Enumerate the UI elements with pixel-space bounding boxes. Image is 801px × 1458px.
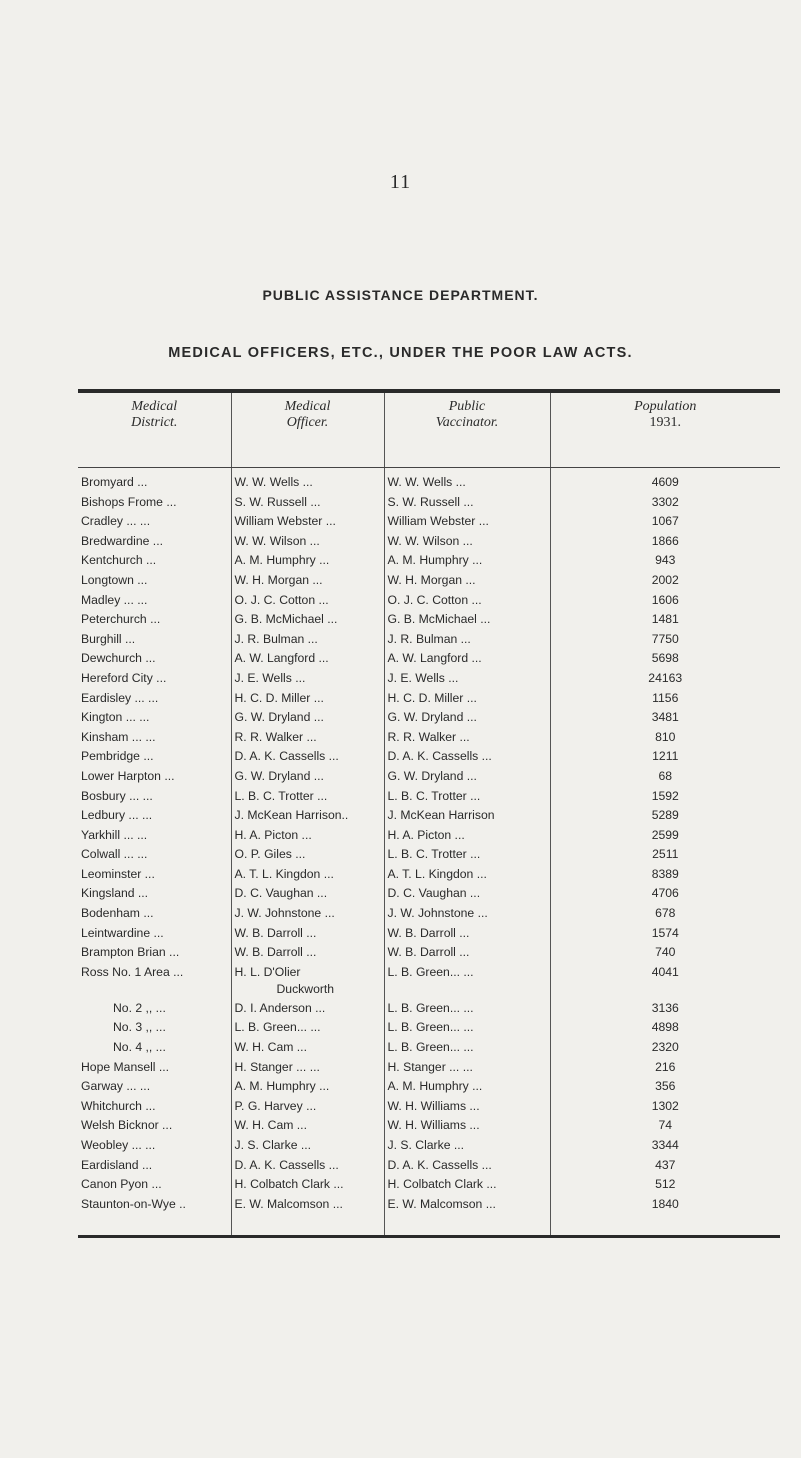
officer-name: J. E. Wells ...: [234, 670, 306, 685]
district-cell: Bosbury ... ...: [81, 788, 153, 803]
table-row: [78, 611, 780, 631]
district-cell: Cradley ... ...: [81, 514, 151, 529]
district-cell: Canon Pyon ...: [81, 1177, 162, 1192]
officer-name: H. C. D. Miller ...: [234, 690, 324, 705]
population-cell: 1481: [550, 611, 780, 631]
header-district: Medical District.: [78, 393, 231, 468]
population-cell: 68: [550, 768, 780, 788]
officer-cell: [231, 944, 384, 964]
vaccinator-cell: W. B. Darroll ...: [384, 925, 550, 945]
subtitle: MEDICAL OFFICERS, ETC., UNDER THE POOR LAW ACTS.: [168, 345, 633, 361]
officer-name: H. Stanger ... ...: [234, 1059, 320, 1074]
population-cell: 4706: [550, 885, 780, 905]
officer-name: G. W. Dryland ...: [234, 768, 324, 783]
population-cell: 2599: [550, 827, 780, 847]
vaccinator-cell: G. B. McMichael ...: [384, 611, 550, 631]
table-row: [78, 1019, 780, 1039]
population-cell: 437: [550, 1157, 780, 1177]
population-cell: 512: [550, 1176, 780, 1196]
vaccinator-cell: H. A. Picton ...: [384, 827, 550, 847]
vaccinator-cell: S. W. Russell ...: [384, 494, 550, 514]
district-cell: Brampton Brian ...: [81, 945, 180, 960]
population-cell: 678: [550, 905, 780, 925]
table-row: [78, 846, 780, 866]
district-cell: Leintwardine ...: [81, 925, 164, 940]
population-cell: 1211: [550, 748, 780, 768]
table-row: [78, 1000, 780, 1020]
district-cell: Staunton-on-Wye ..: [81, 1196, 186, 1211]
officer-name: E. W. Malcomson ...: [234, 1196, 343, 1211]
header-population: Population 1931.: [550, 393, 780, 468]
officer-cell: [231, 494, 384, 514]
table-row: [78, 533, 780, 553]
officer-cell: [231, 592, 384, 612]
district-cell: Kington ... ...: [81, 710, 150, 725]
officer-name-continued: Duckworth: [276, 981, 335, 996]
population-cell: 5289: [550, 807, 780, 827]
vaccinator-cell: W. W. Wells ...: [384, 468, 550, 494]
vaccinator-cell: J. E. Wells ...: [384, 670, 550, 690]
department-title: PUBLIC ASSISTANCE DEPARTMENT.: [262, 287, 539, 303]
officer-cell: [231, 1000, 384, 1020]
district-cell: No. 4 ,, ...: [113, 1040, 166, 1055]
table-row: [78, 592, 780, 612]
table-row: [78, 1039, 780, 1059]
vaccinator-cell: W. W. Wilson ...: [384, 533, 550, 553]
vaccinator-cell: A. M. Humphry ...: [384, 552, 550, 572]
officer-cell: [231, 964, 384, 1000]
population-cell: 2320: [550, 1039, 780, 1059]
officer-cell: [231, 729, 384, 749]
population-cell: 1592: [550, 788, 780, 808]
vaccinator-cell: J. S. Clarke ...: [384, 1137, 550, 1157]
officer-cell: [231, 866, 384, 886]
population-cell: 3302: [550, 494, 780, 514]
vaccinator-cell: A. T. L. Kingdon ...: [384, 866, 550, 886]
district-cell: Hereford City ...: [81, 670, 167, 685]
officer-name: S. W. Russell ...: [234, 494, 321, 509]
table-row: [78, 552, 780, 572]
population-cell: 74: [550, 1117, 780, 1137]
district-cell: Ledbury ... ...: [81, 808, 153, 823]
table-row: [78, 650, 780, 670]
district-cell: Garway ... ...: [81, 1079, 151, 1094]
officer-name: H. Colbatch Clark ...: [234, 1177, 344, 1192]
officer-name: L. B. C. Trotter ...: [234, 788, 328, 803]
district-cell: Lower Harpton ...: [81, 768, 175, 783]
district-cell: Pembridge ...: [81, 749, 154, 764]
district-cell: Bodenham ...: [81, 906, 154, 921]
officer-name: W. B. Darroll ...: [234, 945, 317, 960]
officer-name: O. P. Giles ...: [234, 847, 306, 862]
officer-name: D. C. Vaughan ...: [234, 886, 328, 901]
table-row: [78, 709, 780, 729]
population-cell: 1606: [550, 592, 780, 612]
officer-cell: [231, 1137, 384, 1157]
officer-cell: [231, 670, 384, 690]
officer-name: J. McKean Harrison..: [234, 808, 349, 823]
district-cell: Kentchurch ...: [81, 553, 157, 568]
table-row: [78, 729, 780, 749]
officer-name: W. W. Wells ...: [234, 475, 313, 489]
vaccinator-cell: H. C. D. Miller ...: [384, 690, 550, 710]
district-cell: Kinsham ... ...: [81, 729, 156, 744]
vaccinator-cell: H. Colbatch Clark ...: [384, 1176, 550, 1196]
vaccinator-cell: D. A. K. Cassells ...: [384, 748, 550, 768]
population-cell: 4041: [550, 964, 780, 1000]
officer-cell: [231, 1059, 384, 1079]
officer-name: William Webster ...: [234, 514, 336, 529]
population-cell: 3481: [550, 709, 780, 729]
officer-cell: [231, 1098, 384, 1118]
officer-name: H. L. D'Olier: [234, 964, 301, 979]
vaccinator-cell: A. W. Langford ...: [384, 650, 550, 670]
population-cell: 2002: [550, 572, 780, 592]
officer-cell: [231, 788, 384, 808]
officer-cell: [231, 827, 384, 847]
population-cell: 3136: [550, 1000, 780, 1020]
vaccinator-cell: W. H. Williams ...: [384, 1117, 550, 1137]
table-row: [78, 1196, 780, 1236]
officer-cell: [231, 552, 384, 572]
vaccinator-cell: A. M. Humphry ...: [384, 1078, 550, 1098]
officer-cell: [231, 748, 384, 768]
table-row: [78, 748, 780, 768]
officer-name: W. H. Cam ...: [234, 1040, 307, 1055]
population-cell: 810: [550, 729, 780, 749]
population-cell: 1840: [550, 1196, 780, 1236]
district-cell: Hope Mansell ...: [81, 1059, 170, 1074]
officer-name: W. B. Darroll ...: [234, 925, 317, 940]
population-cell: 4609: [550, 468, 780, 494]
population-cell: 1866: [550, 533, 780, 553]
table-row: [78, 572, 780, 592]
table-row: [78, 788, 780, 808]
officer-name: D. I. Anderson ...: [234, 1000, 326, 1015]
district-cell: Leominster ...: [81, 866, 155, 881]
population-cell: 1574: [550, 925, 780, 945]
district-cell: Burghill ...: [81, 631, 136, 646]
district-cell: Colwall ... ...: [81, 847, 148, 862]
officer-cell: [231, 885, 384, 905]
population-cell: 3344: [550, 1137, 780, 1157]
officer-cell: [231, 650, 384, 670]
officer-name: J. R. Bulman ...: [234, 631, 318, 646]
vaccinator-cell: L. B. Green... ...: [384, 1000, 550, 1020]
district-cell: Eardisley ... ...: [81, 690, 159, 705]
vaccinator-cell: D. A. K. Cassells ...: [384, 1157, 550, 1177]
population-cell: 24163: [550, 670, 780, 690]
vaccinator-cell: D. C. Vaughan ...: [384, 885, 550, 905]
officer-cell: [231, 572, 384, 592]
officer-cell: [231, 1196, 384, 1236]
officer-cell: [231, 1157, 384, 1177]
population-cell: 1156: [550, 690, 780, 710]
vaccinator-cell: J. W. Johnstone ...: [384, 905, 550, 925]
vaccinator-cell: H. Stanger ... ...: [384, 1059, 550, 1079]
population-cell: 943: [550, 552, 780, 572]
vaccinator-cell: G. W. Dryland ...: [384, 709, 550, 729]
officer-name: G. B. McMichael ...: [234, 612, 338, 627]
officer-cell: [231, 905, 384, 925]
district-cell: Kingsland ...: [81, 886, 149, 901]
officer-name: A. M. Humphry ...: [234, 553, 330, 568]
officer-name: J. W. Johnstone ...: [234, 906, 335, 921]
district-cell: Peterchurch ...: [81, 612, 161, 627]
table-row: [78, 925, 780, 945]
officer-name: A. M. Humphry ...: [234, 1079, 330, 1094]
officer-name: D. A. K. Cassells ...: [234, 1157, 339, 1172]
population-cell: 740: [550, 944, 780, 964]
table-row: [78, 768, 780, 788]
district-cell: Madley ... ...: [81, 592, 148, 607]
officer-cell: [231, 631, 384, 651]
table-body: [78, 468, 780, 1236]
header-officer: Medical Officer.: [231, 393, 384, 468]
district-cell: Weobley ... ...: [81, 1138, 156, 1152]
officer-cell: [231, 690, 384, 710]
vaccinator-cell: W. H. Williams ...: [384, 1098, 550, 1118]
district-cell: Ross No. 1 Area ...: [81, 964, 184, 979]
table-row: [78, 1176, 780, 1196]
table-row: [78, 494, 780, 514]
table-row: [78, 631, 780, 651]
officer-name: G. W. Dryland ...: [234, 710, 324, 725]
population-cell: 356: [550, 1078, 780, 1098]
officer-cell: [231, 1176, 384, 1196]
officer-name: D. A. K. Cassells ...: [234, 749, 339, 764]
officer-name: H. A. Picton ...: [234, 827, 312, 842]
vaccinator-cell: W. B. Darroll ...: [384, 944, 550, 964]
table-row: [78, 1117, 780, 1137]
officer-name: P. G. Harvey ...: [234, 1098, 317, 1113]
officer-name: R. R. Walker ...: [234, 729, 317, 744]
vaccinator-cell: R. R. Walker ...: [384, 729, 550, 749]
officer-cell: [231, 846, 384, 866]
district-cell: No. 2 ,, ...: [113, 1000, 166, 1015]
officer-cell: [231, 1039, 384, 1059]
officer-name: J. S. Clarke ...: [234, 1138, 312, 1152]
officer-cell: [231, 1078, 384, 1098]
officer-cell: [231, 513, 384, 533]
district-cell: Bromyard ...: [81, 475, 148, 489]
table-row: [78, 1059, 780, 1079]
vaccinator-cell: William Webster ...: [384, 513, 550, 533]
population-cell: 4898: [550, 1019, 780, 1039]
officer-cell: [231, 768, 384, 788]
population-cell: 2511: [550, 846, 780, 866]
header-vaccinator: Public Vaccinator.: [384, 393, 550, 468]
officer-cell: [231, 533, 384, 553]
district-cell: Eardisland ...: [81, 1157, 153, 1172]
population-cell: 1067: [550, 513, 780, 533]
district-cell: No. 3 ,, ...: [113, 1020, 166, 1035]
officer-cell: [231, 468, 384, 494]
officer-cell: [231, 1019, 384, 1039]
table-row: [78, 944, 780, 964]
officer-name: W. W. Wilson ...: [234, 533, 320, 548]
district-cell: Welsh Bicknor ...: [81, 1118, 173, 1133]
officer-cell: [231, 1117, 384, 1137]
table-row: [78, 827, 780, 847]
officer-cell: [231, 925, 384, 945]
district-cell: Longtown ...: [81, 572, 148, 587]
vaccinator-cell: J. McKean Harrison: [384, 807, 550, 827]
page-number: 11: [389, 171, 412, 193]
officer-cell: [231, 709, 384, 729]
table-row: [78, 905, 780, 925]
officer-name: A. T. L. Kingdon ...: [234, 866, 334, 881]
vaccinator-cell: W. H. Morgan ...: [384, 572, 550, 592]
population-cell: 7750: [550, 631, 780, 651]
district-cell: Bishops Frome ...: [81, 494, 177, 509]
vaccinator-cell: L. B. Green... ...: [384, 1039, 550, 1059]
table-row: [78, 513, 780, 533]
officer-name: W. H. Cam ...: [234, 1118, 307, 1133]
officer-name: W. H. Morgan ...: [234, 572, 323, 587]
population-cell: 216: [550, 1059, 780, 1079]
officer-name: A. W. Langford ...: [234, 651, 329, 666]
vaccinator-cell: J. R. Bulman ...: [384, 631, 550, 651]
officers-table-wrapper: [78, 389, 780, 1238]
table-row: [78, 1137, 780, 1157]
vaccinator-cell: L. B. Green... ...: [384, 964, 550, 1000]
population-cell: 5698: [550, 650, 780, 670]
district-cell: Bredwardine ...: [81, 533, 163, 548]
vaccinator-cell: L. B. C. Trotter ...: [384, 788, 550, 808]
vaccinator-cell: O. J. C. Cotton ...: [384, 592, 550, 612]
vaccinator-cell: L. B. C. Trotter ...: [384, 846, 550, 866]
table-header-row: [78, 393, 780, 468]
officer-name: O. J. C. Cotton ...: [234, 592, 329, 607]
district-cell: Dewchurch ...: [81, 651, 156, 666]
table-row: [78, 468, 780, 494]
vaccinator-cell: E. W. Malcomson ...: [384, 1196, 550, 1236]
district-cell: Yarkhill ... ...: [81, 827, 148, 842]
vaccinator-cell: L. B. Green... ...: [384, 1019, 550, 1039]
table-row: [78, 670, 780, 690]
officer-name: L. B. Green... ...: [234, 1020, 321, 1035]
table-row: [78, 866, 780, 886]
table-row: [78, 1098, 780, 1118]
officer-cell: [231, 611, 384, 631]
table-row: [78, 1078, 780, 1098]
table-row: [78, 885, 780, 905]
vaccinator-cell: G. W. Dryland ...: [384, 768, 550, 788]
table-row: [78, 1157, 780, 1177]
officer-cell: [231, 807, 384, 827]
table-row: [78, 690, 780, 710]
population-cell: 1302: [550, 1098, 780, 1118]
population-cell: 8389: [550, 866, 780, 886]
table-row: [78, 964, 780, 1000]
district-cell: Whitchurch ...: [81, 1098, 156, 1113]
officers-table: [78, 393, 780, 1235]
table-row: [78, 807, 780, 827]
